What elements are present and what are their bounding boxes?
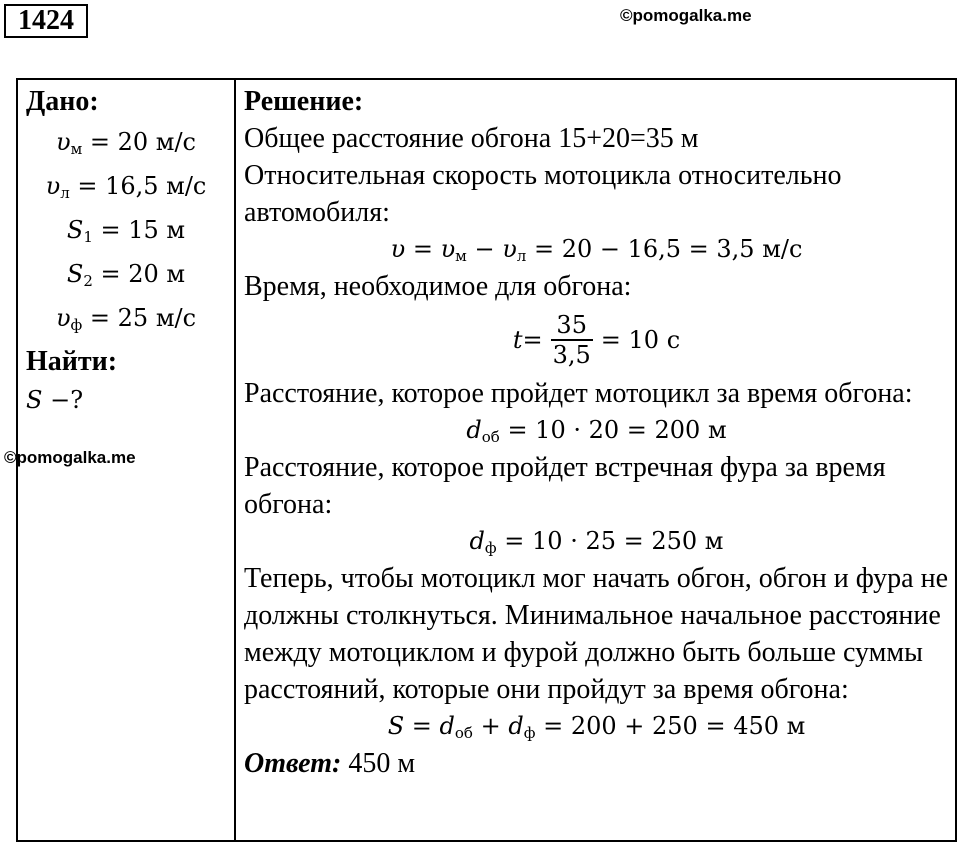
fraction: $\frac{35}{3,5}$ bbox=[552, 311, 591, 369]
solution-column bbox=[235, 79, 956, 841]
problem-number: 1424 bbox=[4, 4, 88, 38]
find-question: S −? bbox=[26, 386, 84, 414]
given-line: $\upsilon_ф = 25$ м/с bbox=[55, 304, 197, 334]
solution-paragraph: Общее расстояние обгона 15+20=35 м bbox=[244, 123, 699, 154]
solution-paragraph: Расстояние, которое пройдет мотоцикл за время обгона: bbox=[244, 378, 913, 409]
formula-relative-speed: $\upsilon = \upsilon_м - \upsilon_л = 20 - 16,5 = 3,5$ м/с bbox=[390, 235, 803, 265]
formula-truck-distance: $d_ф = 10 \cdot 25 = 250$ м bbox=[469, 527, 724, 557]
given-header: Дано: bbox=[26, 86, 99, 117]
formula-total-distance: $S = d_{об} + d_ф = 200 + 250 = 450$ м bbox=[387, 712, 806, 742]
given-line: $\upsilon_м = 20$ м/с bbox=[56, 128, 196, 158]
solution-table bbox=[16, 78, 957, 842]
answer-label: Ответ: bbox=[244, 748, 342, 779]
solution-paragraph: Время, необходимое для обгона: bbox=[244, 271, 632, 302]
watermark-left: ©pomogalka.me bbox=[4, 448, 136, 467]
solution-paragraph: Расстояние, которое пройдет встречная фура за время обгона: bbox=[244, 452, 886, 520]
answer bbox=[244, 745, 949, 782]
solution-paragraph: Теперь, чтобы мотоцикл мог начать обгон, обгон и фура не должны столкнуться. Минимальное начальное расстояние между мотоциклом и фурой должно быть больше суммы расстояний, которые они пройдут за время обгона: bbox=[244, 563, 949, 705]
solution-paragraph: Относительная скорость мотоцикла относительно автомобиля: bbox=[244, 160, 842, 228]
solution-header: Решение: bbox=[244, 86, 364, 117]
answer-value: 450 м bbox=[341, 748, 416, 779]
find-header: Найти: bbox=[26, 346, 118, 377]
formula-moto-distance: $d_{об} = 10 \cdot 20 = 200$ м bbox=[466, 416, 727, 446]
formula-time: t = $\frac{35}{3,5}$ = 10 с bbox=[512, 311, 681, 369]
watermark-top: ©pomogalka.me bbox=[620, 6, 752, 25]
solution-body bbox=[236, 120, 955, 782]
given-line: $S_2 = 20$ м bbox=[66, 260, 186, 290]
given-line: $\upsilon_л = 16,5$ м/с bbox=[45, 172, 207, 202]
given-line: $S_1 = 15$ м bbox=[66, 216, 186, 246]
